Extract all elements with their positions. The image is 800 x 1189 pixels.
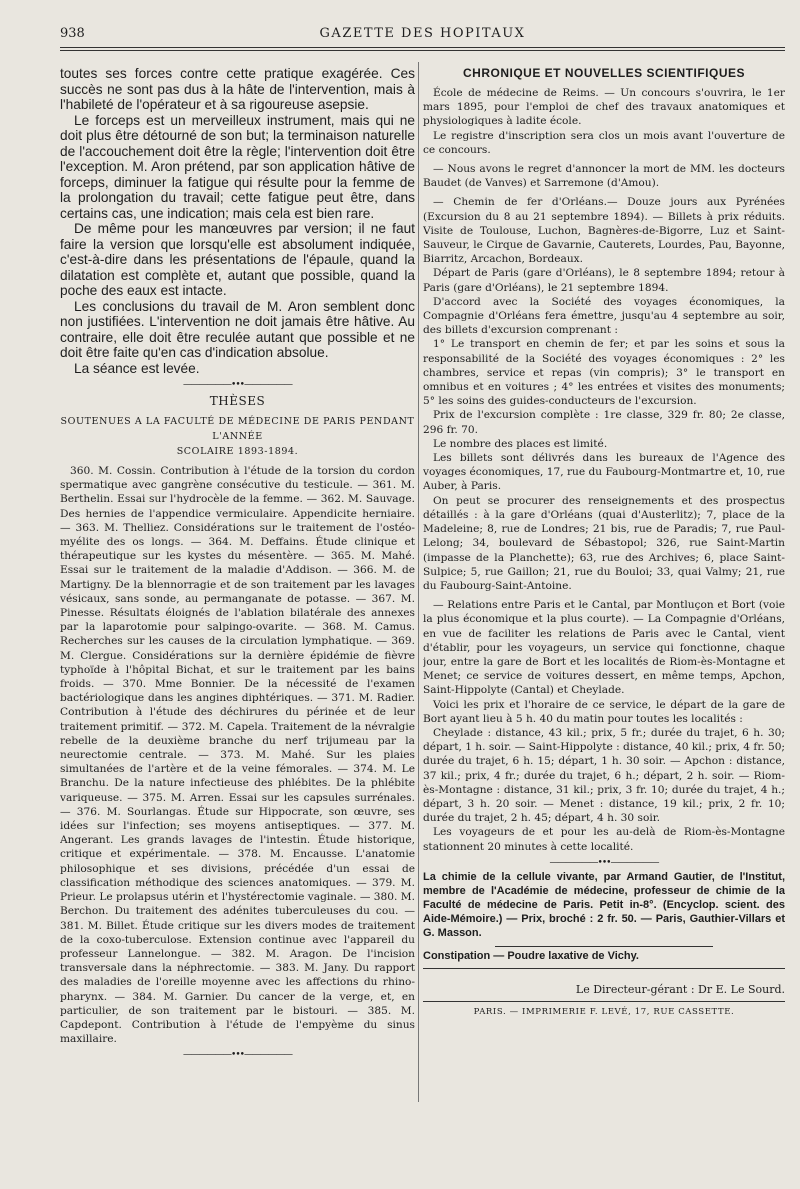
ornament-divider: ——————•••—————— [183, 380, 292, 390]
theses-list [60, 464, 415, 1046]
chronique-body [423, 86, 785, 854]
paragraph: D'accord avec la Société des voyages économiques, la Compagnie d'Orléans fera émettre, jusqu'au 4 septembre au soir, des billets d'excursion comprenant : [423, 295, 785, 337]
paragraph: 1° Le transport en chemin de fer; et par les soins et sous la responsabilité de la Société des voyages économiques : 2° les chambres, service et repas (vin compris); 3° le transport en omnibus et en voitures ; 4° les entrées et visites des monuments; 5° les soins des guides-conducteurs de l'excursion. [423, 338, 785, 408]
paragraph: La séance est levée. [74, 360, 200, 376]
paragraph: Le forceps est un merveilleux instrument, mais qui ne doit plus être détourné de son but; la terminaison naturelle de l'accouchement doit être la règle; l'intervention doit être l'exception. M. Aron prétend, par son application hâtive de forceps, diminuer la fatigue qui résulte pour la femme de la prolongation du travail; cette fatigue peut être, dans certains cas, une indication; mais cela est bien rare. [60, 112, 415, 221]
paragraph: Départ de Paris (gare d'Orléans), le 8 septembre 1894; retour à Paris (gare d'Orléans), le 21 septembre 1894. [423, 267, 785, 294]
paragraph: — Chemin de fer d'Orléans.— Douze jours aux Pyrénées (Excursion du 8 au 21 septembre 1894). — Billets à prix réduits. Visite de Toulouse, Luchon, Bagnères-de-Bigorre, Luz et Saint-Sauveur, le Cirque de Gavarnie, Cauterets, Lourdes, Pau, Bayonne, Biarritz, Arcachon, Bordeaux. [423, 196, 785, 266]
paragraph: École de médecine de Reims. — Un concours s'ouvrira, le 1er mars 1895, pour l'emploi de chef des travaux anatomiques et physiologiques à ladite école. [423, 87, 785, 128]
printer-imprint: PARIS. — IMPRIMERIE F. LEVÉ, 17, RUE CASSETTE. [473, 1006, 735, 1017]
paragraph: Cheylade : distance, 43 kil.; prix, 5 fr.; durée du trajet, 6 h. 30; départ, 1 h. soir. — Saint-Hippolyte : distance, 40 kil.; prix, 4 fr. 50; durée du trajet, 6 h. 15; départ, 1 h. 30 soir. — Apchon : distance, 37 kil.; prix, 4 fr.; durée du trajet, 6 h.; départ, 2 h. soir. — Riom-ès-Montagne : distance, 31 kil.; prix, 3 fr. 10; durée du trajet, 4 h.; départ, 3 h. 20 soir. — Menet : distance, 19 kil.; prix, 2 fr. 10; durée du trajet, 2 h. 45; départ, 4 h. 30 soir. [423, 726, 785, 825]
header-rule [60, 47, 785, 48]
section-title: CHRONIQUE ET NOUVELLES SCIENTIFIQUES [462, 66, 746, 80]
paragraph: — Nous avons le regret d'annoncer la mort de MM. les docteurs Baudet (de Vanves) et Sarremone (d'Amou). [423, 163, 785, 190]
advertisement [423, 949, 785, 963]
right-column [423, 66, 785, 1116]
paragraph: Le nombre des places est limité. [433, 437, 608, 450]
column-divider [418, 62, 419, 1102]
paragraph: De même pour les manœuvres par version; il ne faut faire la version que lorsqu'elle est absolument indiquée, c'est-à-dire dans les présentations de l'épaule, quand la dilatation est complète et, autant que possible, quand la poche des eaux est intacte. [60, 221, 415, 298]
paragraph: Les conclusions du travail de M. Aron semblent donc non justifiées. L'intervention ne doit jamais être hâtive. Au contraire, elle doit être reculée autant que possible et ne doit être faite qu'en cas d'indication absolue. [60, 298, 415, 360]
theses-title: THÈSES [209, 394, 266, 408]
meeting-report [60, 66, 415, 376]
divider-short [495, 946, 712, 947]
footer-rule [423, 968, 785, 969]
paragraph: Le registre d'inscription sera clos un mois avant l'ouverture de ce concours. [423, 129, 785, 156]
paragraph: Voici les prix et l'horaire de ce service, le départ de la gare de Bort ayant lieu à 5 h. 40 du matin pour toutes les localités : [423, 698, 785, 725]
paragraph: Les billets sont délivrés dans les bureaux de l'Agence des voyages économiques, 17, rue du Faubourg-Montmartre et, 10, rue Auber, à Paris. [423, 452, 785, 493]
theses-body: 360. M. Cossin. Contribution à l'étude de la torsion du cordon spermatique avec gangrène consécutive du testicule. — 361. M. Berthelin. Essai sur l'hydrocèle de la femme. — 362. M. Sauvage. Des hernies de l'appendice vermiculaire. Appendicite herniaire. — 363. M. Thelliez. Considérations sur le traitement de l'ostéo-myélite des os longs. — 364. M. Deffains. Étude clinique et thérapeutique sur les kystes du mésentère. — 365. M. Mahé. Essai sur le traitement de la maladie d'Addison. — 366. M. de Martigny. De la blennorragie et de son traitement par les lavages vésicaux, sans sonde, au permanganate de potasse. — 367. M. Pinesse. Résultats éloignés de l'ablation bilatérale des annexes par la laparotomie pour salpingo-ovarite. — 368. M. Camus. Recherches sur les causes de la circulation lymphatique. — 369. M. Clergue. Considérations sur la dernière épidémie de fièvre typhoïde à l'hôpital Bichat, et sur le traitement par les bains froids. — 370. Mme Bonnier. De la nécessité de l'examen bactériologique dans les angines diphtériques. — 371. M. Radier. Contribution à l'étude des déchirures du périnée et de leur traitement primitif. — 372. M. Capela. Traitement de la névralgie rebelle de la deuxième branche du nerf trijumeau par la neurectomie centrale. — 373. M. Mahé. Sur les plaies simultanées de l'artère et de la veine fémorales. — 374. M. Le Branchu. De la nature infectieuse des phlébites. De la phlébite variqueuse. — 375. M. Arren. Essai sur les capsules surrénales. — 376. M. Sourlangas. Étude sur Hippocrate, son œuvre, ses idées sur l'infection; ses moyens antiseptiques. — 377. M. Angerant. Les grands lavages de l'intestin. Étude historique, critique et expérimentale. — 378. M. Encausse. L'anatomie philosophique et ses divisions, précédée d'un essai de classification méthodique des sciences anatomiques. — 379. M. Prieur. Le prolapsus utérin et l'hystérectomie vaginale. — 380. M. Berchon. Du traitement des adénites tuberculeuses du cou. — 381. M. Billet. Étude critique sur les divers modes de traitement de la coxo-tuberculose. Extension continue avec l'appareil du professeur Lannelongue. — 382. M. Aragon. De l'incision transversale dans la néphrectomie. — 383. M. Jany. Du rapport des maladies de l'oreille moyenne avec les affections du rhino-pharynx. — 384. M. Garnier. Du cancer de la verge, et, en particulier, de son traitement par le bistouri. — 385. M. Capdepont. Contribution à l'étude de l'empyème du sinus maxillaire. [60, 465, 415, 1046]
paragraph: Les voyageurs de et pour les au-delà de Riom-ès-Montagne stationnent 20 minutes à cette localité. [423, 826, 785, 853]
paragraph: On peut se procurer des renseignements et des prospectus détaillés : à la gare d'Orléans (quai d'Austerlitz); 7, place de la Madeleine; 8, rue de Londres; 21 bis, rue de Paradis; 7, rue Paul-Lelong; 34, boulevard de Sébastopol; 326, rue Saint-Martin (impasse de la Planchette); 63, rue des Archives; 6, place Saint-Sulpice; 5, rue Gaillon; 21, rue du Bouloi; 33, quai Valmy; 21, rue du Faubourg-Saint-Antoine. [423, 494, 785, 592]
ornament-divider: ——————•••—————— [549, 857, 659, 868]
paragraph: Prix de l'excursion complète : 1re classe, 329 fr. 80; 2e classe, 296 fr. 70. [423, 409, 785, 436]
theses-subtitle-line: SOUTENUES A LA FACULTÉ DE MÉDECINE DE PARIS PENDANT L'ANNÉE [60, 416, 415, 442]
paragraph: — Relations entre Paris et le Cantal, par Montluçon et Bort (voie la plus économique et la plus courte). — La Compagnie d'Orléans, en vue de faciliter les relations de Paris avec le Cantal, vient d'établir, pour les voyageurs, un service qui fonctionne, chaque jour, entre la gare de Bort et les localités de Riom-ès-Montagne et Menet; ce service de voitures dessert, en même temps, Apchon, Saint-Hippolyte (Cantal) et Cheylade. [423, 599, 785, 697]
paragraph: toutes ses forces contre cette pratique exagérée. Ces succès ne sont pas dus à la hâte de l'intervention, mais à l'habileté de l'opérateur et à sa rigoureuse asepsie. [60, 66, 415, 112]
footer-rule-2 [423, 1001, 785, 1002]
left-column [60, 66, 415, 1096]
ornament-divider: ——————•••—————— [183, 1050, 292, 1061]
page-number: 938 [60, 26, 85, 41]
theses-subtitle-line: SCOLAIRE 1893-1894. [176, 446, 299, 457]
book-notice [423, 870, 785, 940]
journal-title: GAZETTE DES HOPITAUX [319, 26, 526, 41]
director-signature: Le Directeur-gérant : Dr E. Le Sourd. [575, 982, 785, 996]
theses-subtitle [60, 414, 415, 459]
book-entry: La chimie de la cellule vivante, par Armand Gautier, de l'Institut, membre de l'Académie de médecine, professeur de chimie de la Faculté de médecine de Paris. Petit in-8°. (Encyclop. scient. des Aide-Mémoire.) — Prix, broché : 2 fr. 50. — Paris, Gauthier-Villars et G. Masson. [423, 870, 785, 939]
running-head [60, 26, 785, 44]
ad-text: Constipation — Poudre laxative de Vichy. [423, 949, 639, 962]
header-rule-2 [60, 50, 785, 51]
